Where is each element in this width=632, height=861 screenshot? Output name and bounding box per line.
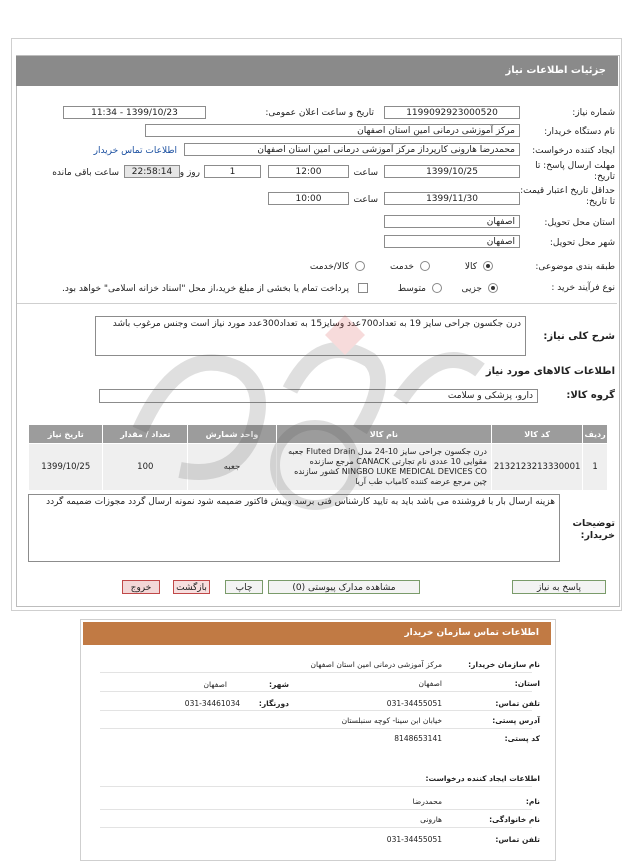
contact-fax-label: دورنگار:: [258, 699, 289, 708]
price-validity-label: حداقل تاریخ اعتبار قیمت: تا تاریخ:: [520, 186, 615, 207]
attachments-button[interactable]: مشاهده مدارک پیوستی (0): [268, 580, 420, 594]
contact-org-label: نام سازمان خریدار:: [468, 660, 540, 669]
goods-group-field: دارو، پزشکی و سلامت: [99, 389, 538, 403]
contact-address-value: خیابان ابن سینا- کوچه سنبلستان: [341, 716, 442, 725]
reply-time-field: 12:00: [268, 165, 349, 178]
table-row: [29, 444, 608, 491]
goods-group-label: گروه کالا:: [566, 390, 615, 401]
price-validity-time-label: ساعت: [353, 195, 378, 205]
contact-city-label: شهر:: [269, 680, 289, 689]
buyer-org-label: نام دستگاه خریدار:: [544, 127, 615, 137]
price-validity-date-field: 1399/11/30: [384, 192, 520, 205]
goods-table: [28, 424, 608, 491]
divider: [100, 691, 532, 692]
process-partial-radio[interactable]: [488, 283, 498, 293]
creator-phone-value: 031-34455051: [386, 835, 442, 844]
cell-qty: 100: [103, 444, 188, 491]
col-qty: تعداد / مقدار: [103, 425, 188, 444]
exit-button[interactable]: خروج: [122, 580, 160, 594]
cell-name: درن جکسون جراحی سایز 10-24 مدل Fluted Drain جعبه مقوایی 10 عددی نام تجارتی CANACK مرجع سازنده NINGBO LUKE MEDICAL DEVICES CO کشور سازنده چین مرجع عرضه کننده کامیاب طب آریا: [276, 444, 491, 491]
contact-card-header: [83, 622, 551, 645]
process-type-label: نوع فرآیند خرید :: [551, 283, 615, 293]
back-button[interactable]: بازگشت: [173, 580, 210, 594]
col-name: نام کالا: [276, 425, 491, 444]
delivery-city-label: شهر محل تحویل:: [549, 238, 615, 248]
category-goods-service-label: کالا/خدمت: [309, 262, 349, 272]
contact-postal-label: کد پستی:: [504, 734, 540, 743]
goods-section-title: اطلاعات کالاهای مورد نیاز: [485, 366, 615, 377]
reply-date-field: 1399/10/25: [384, 165, 520, 178]
contact-city-value: اصفهان: [203, 680, 227, 689]
contact-card: [80, 619, 556, 861]
category-goods-service-radio[interactable]: [355, 261, 365, 271]
process-medium-label: متوسط: [397, 284, 426, 294]
divider: [100, 827, 532, 828]
price-validity-time-field: 10:00: [268, 192, 349, 205]
category-label: طبقه بندی موضوعی:: [535, 262, 615, 272]
divider: [100, 672, 532, 673]
col-code: کد کالا: [491, 425, 582, 444]
reply-days-field: 1: [204, 165, 261, 178]
summary-text: درن جکسون جراحی سایز 19 به تعداد700عدد وسایز15 به تعداد300عدد مورد نیاز است وجنس مرغوب باشد: [95, 316, 526, 356]
col-date: تاریخ نیاز: [29, 425, 103, 444]
divider: [100, 728, 532, 729]
reply-days-label: روز و: [179, 168, 200, 178]
category-service-radio[interactable]: [420, 261, 430, 271]
announce-datetime-field: 1399/10/23 - 11:34: [63, 106, 206, 119]
process-medium-radio[interactable]: [432, 283, 442, 293]
divider: [100, 786, 532, 787]
delivery-province-label: استان محل تحویل:: [544, 218, 615, 228]
buyer-notes-text: هزینه ارسال بار با فروشنده می باشد باید به تایید کارشناس فنی برسد وپیش فاکتور ضمیمه شود نمونه ارسال گردد مجوزات ضمیمه گردد: [28, 494, 560, 562]
creator-section-title: اطلاعات ایجاد کننده درخواست:: [425, 774, 540, 783]
goods-table-header: [29, 425, 608, 444]
need-number-label: شماره نیاز:: [572, 108, 615, 118]
buyer-org-field: مرکز آموزشی درمانی امین استان اصفهان: [145, 124, 520, 137]
divider: [100, 809, 532, 810]
announce-datetime-label: تاریخ و ساعت اعلان عمومی:: [265, 108, 374, 118]
panel-title-bar: [16, 56, 618, 86]
contact-province-value: اصفهان: [418, 679, 442, 688]
col-unit: واحد شمارش: [188, 425, 277, 444]
delivery-city-field: اصفهان: [384, 235, 520, 248]
treasury-checkbox[interactable]: [358, 283, 368, 293]
category-goods-radio[interactable]: [483, 261, 493, 271]
contact-card-title: اطلاعات تماس سازمان خریدار: [404, 628, 539, 638]
category-goods-label: کالا: [464, 262, 477, 272]
cell-code: 2132123213330001: [491, 444, 582, 491]
divider: [100, 710, 532, 711]
creator-name-label: نام:: [525, 797, 540, 806]
creator-family-label: نام خانوادگی:: [489, 815, 540, 824]
process-partial-label: جزیی: [461, 284, 482, 294]
col-row: ردیف: [583, 425, 608, 444]
panel-title: جزئیات اطلاعات نیاز: [505, 65, 606, 76]
contact-postal-value: 8148653141: [394, 734, 442, 743]
reply-deadline-label: مهلت ارسال پاسخ: تا تاریخ:: [535, 161, 615, 182]
contact-province-label: استان:: [514, 679, 540, 688]
creator-label: ایجاد کننده درخواست:: [532, 146, 615, 156]
need-number-field: 1199092923000520: [384, 106, 520, 119]
category-service-label: خدمت: [390, 262, 414, 272]
buyer-notes-label: توضیحات خریدار:: [572, 518, 615, 541]
buyer-contact-link[interactable]: اطلاعات تماس خریدار: [93, 146, 177, 156]
creator-name-value: محمدرضا: [412, 797, 442, 806]
creator-phone-label: تلفن تماس:: [495, 835, 540, 844]
delivery-province-field: اصفهان: [384, 215, 520, 228]
contact-fax-value: 031-34461034: [184, 699, 240, 708]
remaining-time-field: 22:58:14: [124, 165, 180, 178]
remaining-time-label: ساعت باقی مانده: [52, 168, 119, 178]
cell-date: 1399/10/25: [29, 444, 103, 491]
cell-unit: جعبه: [188, 444, 277, 491]
summary-label: شرح کلی نیاز:: [543, 331, 615, 342]
treasury-note: پرداخت تمام یا بخشی از مبلغ خرید،از محل "اسناد خزانه اسلامی" خواهد بود.: [61, 284, 349, 294]
contact-phone-label: تلفن تماس:: [495, 699, 540, 708]
creator-family-value: هارونی: [420, 815, 442, 824]
cell-row: 1: [583, 444, 608, 491]
contact-org-value: مرکز آموزشی درمانی امین استان اصفهان: [310, 660, 442, 669]
divider: [17, 303, 617, 304]
reply-button[interactable]: پاسخ به نیاز: [512, 580, 606, 594]
creator-field: محمدرضا هارونی کارپرداز مرکز آموزشی درمانی امین استان اصفهان: [184, 143, 520, 156]
contact-address-label: آدرس پستی:: [492, 716, 540, 725]
contact-phone-value: 031-34455051: [386, 699, 442, 708]
reply-time-label: ساعت: [353, 168, 378, 178]
print-button[interactable]: چاپ: [225, 580, 263, 594]
